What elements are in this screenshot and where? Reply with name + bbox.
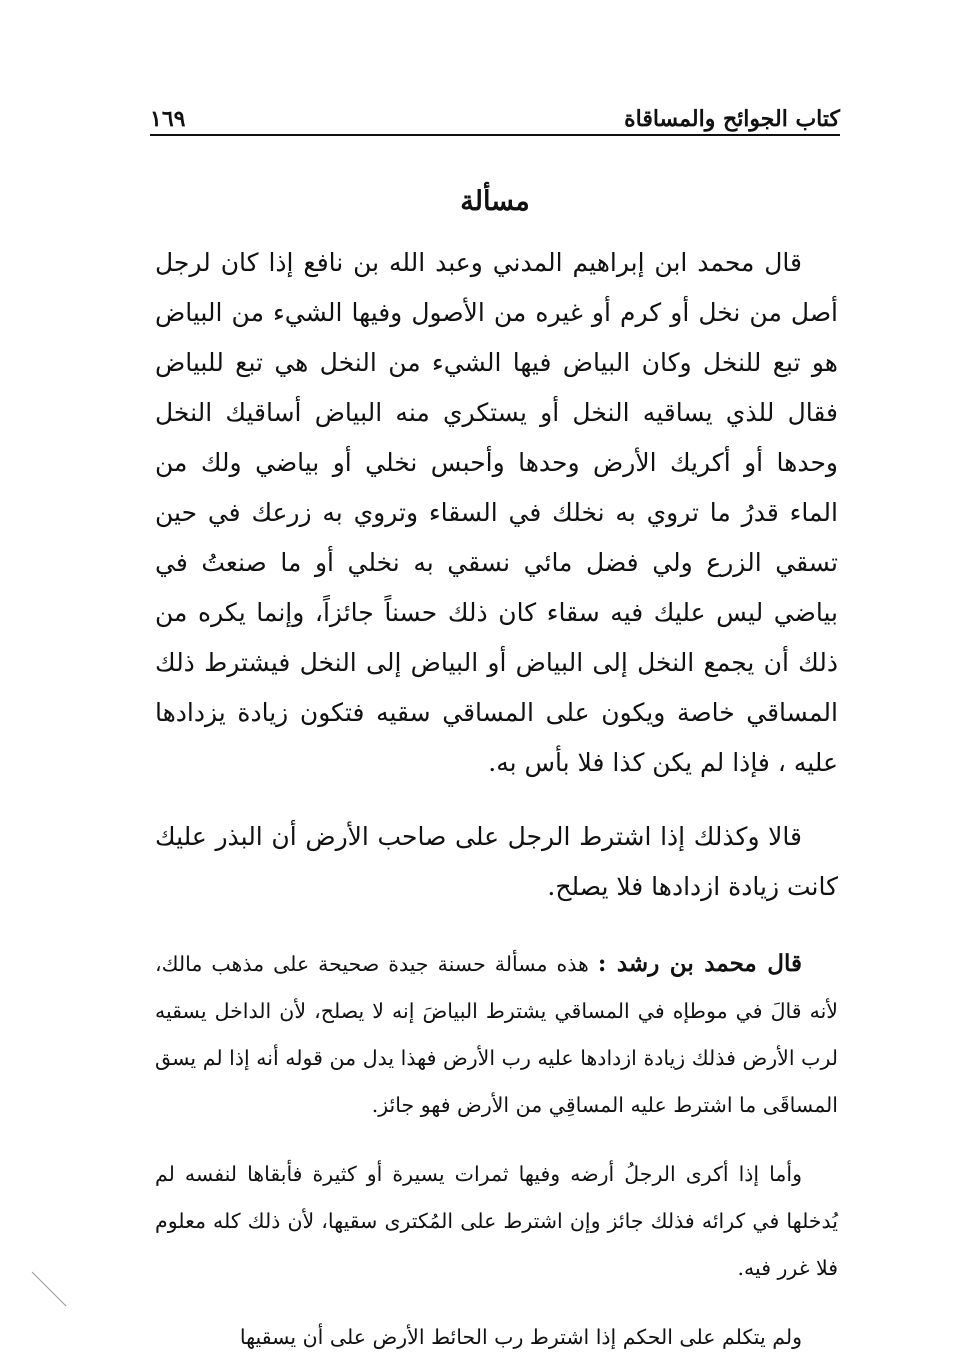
paragraph-1: قال محمد ابن إبراهيم المدني وعبد الله بن نافع إذا كان لرجل أصل من نخل أو كرم أو غيره من الأصول وفيها الشيء من البياض هو تبع للنخل وكان البياض فيها الشيء من النخل هي تبع للبياض فقال للذي يساقيه النخل أو يستكري منه البياض أساقيك النخل وحدها أو أكريك الأرض وحدها وأحبس نخلي أو بياضي ولك من الماء قدرُ ما تروي به نخلك في السقاء وتروي به زرعك في حين تسقي الزرع ولي فضل مائي نسقي به نخلي أو ما صنعتُ في بياضي ليس عليك فيه سقاء كان ذلك حسناً جائزاً، وإنما يكره من ذلك أن يجمع النخل إلى البياض أو البياض إلى النخل فيشترط ذلك المساقي خاصة ويكون على المساقي سقيه فتكون زيادة يزدادها عليه ، فإذا لم يكن كذا فلا بأس به. (155, 248, 838, 777)
paragraph-4: وأما إذا أكرى الرجلُ أرضه وفيها ثمرات يسيرة أو كثيرة فأبقاها لنفسه لم يُدخلها في كرائه فذلك جائز وإن اشترط على المُكترى سقيها، لأن ذلك كله معلوم فلا غرر فيه. (155, 1162, 838, 1280)
paragraph-3 (155, 940, 838, 1129)
paragraph-2: قالا وكذلك إذا اشترط الرجل على صاحب الأرض أن البذر عليك كانت زيادة ازدادها فلا يصلح. (155, 822, 838, 901)
paragraph-3-text: هذه مسألة حسنة جيدة صحيحة على مذهب مالك، لأنه قالَ في موطإه في المساقي يشترط البياضَ إنه لا يصلح، لأن الداخل يسقيه لرب الأرض فذلك زيادة ازدادها عليه رب الأرض فهذا يدل من قوله أنه إذا لم يسق المساقَى ما اشترط عليه المساقِي من الأرض فهو جائز. (155, 952, 838, 1117)
page-body (155, 238, 838, 1361)
scan-corner-mark (30, 1270, 70, 1310)
section-title: مسألة (460, 186, 530, 217)
page-header (150, 92, 840, 132)
header-rule (150, 134, 840, 136)
commentator-name: قال محمد بن رشد : (597, 950, 802, 977)
running-title: كتاب الجوائح والمساقاة (624, 106, 840, 132)
page-number: ١٦٩ (150, 106, 186, 132)
paragraph-5: ولم يتكلم على الحكم إذا اشترط رب الحائط الأرض على أن يسقيها (239, 1325, 802, 1349)
